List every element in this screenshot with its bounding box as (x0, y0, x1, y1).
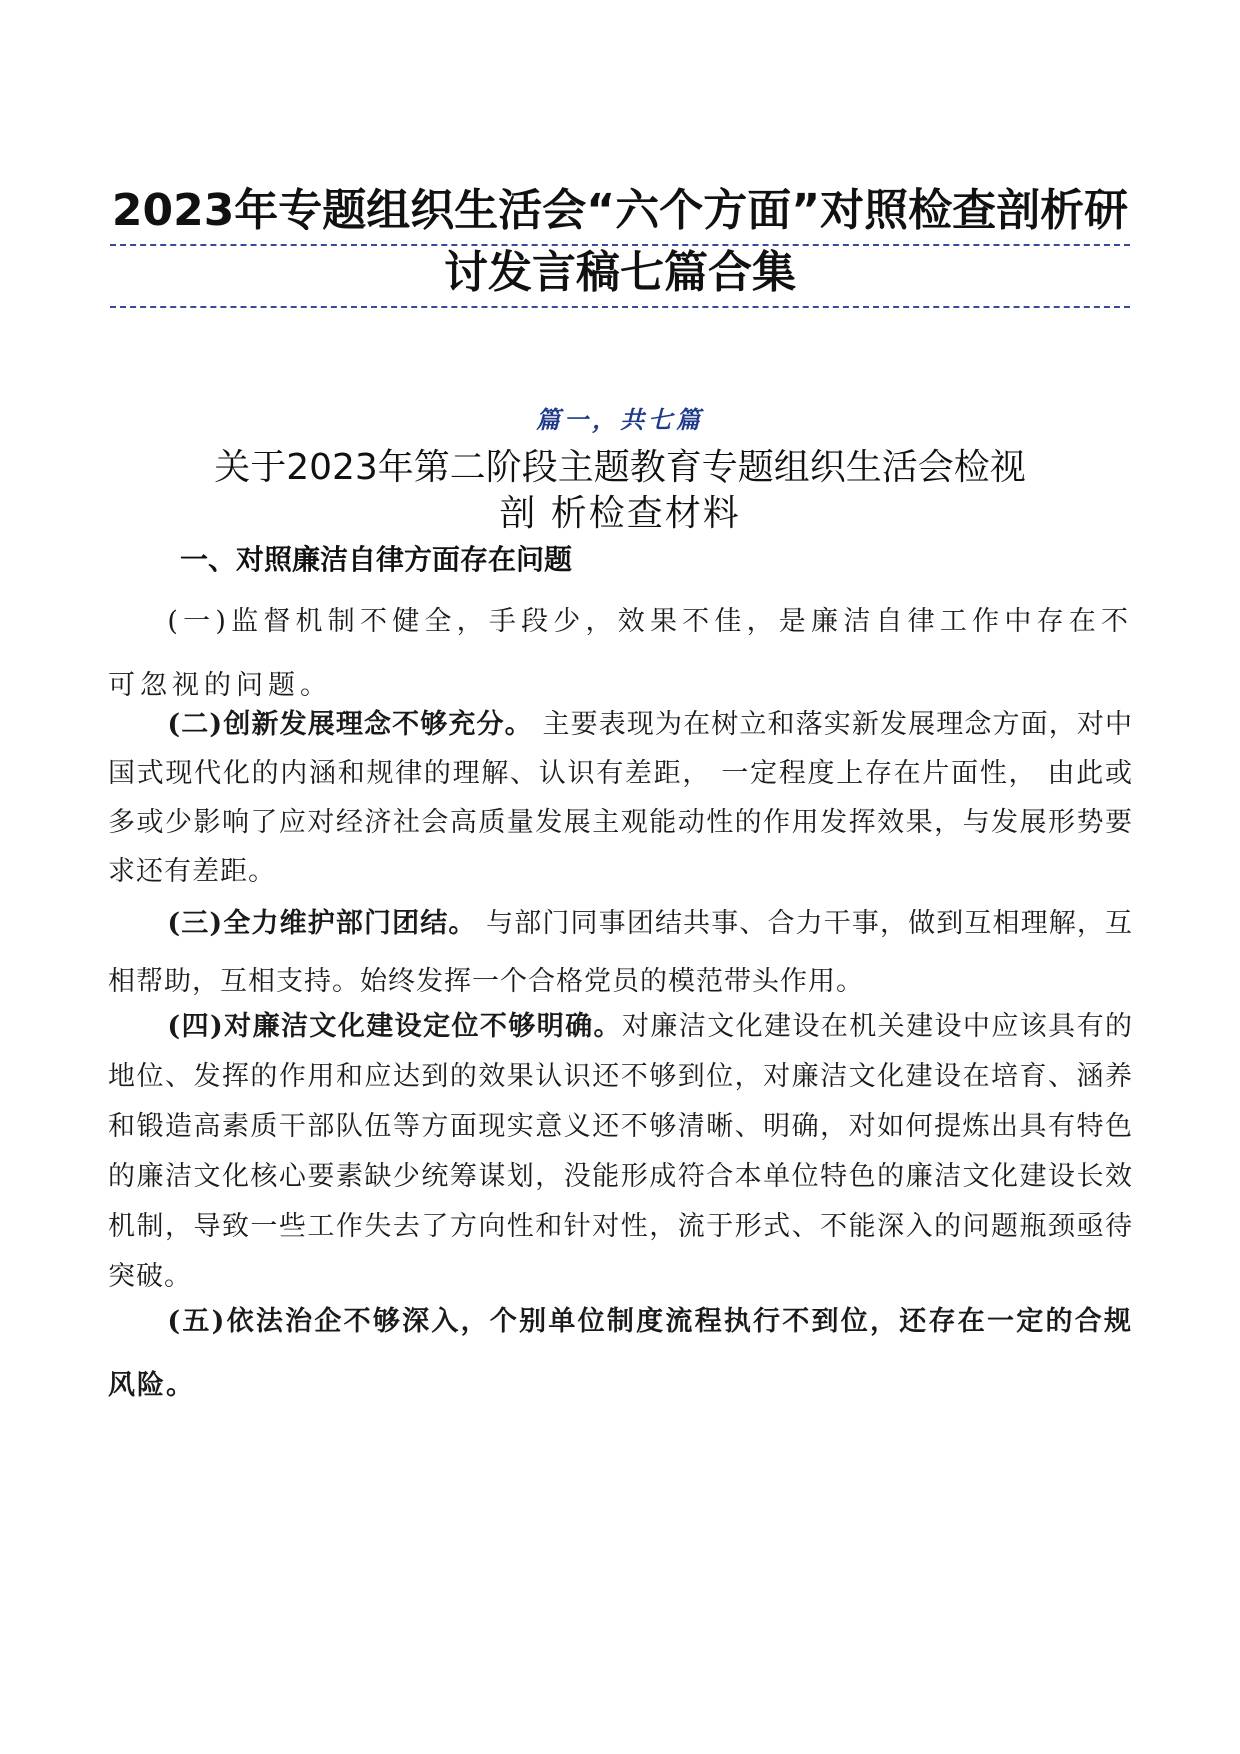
document-title (110, 180, 1130, 246)
paragraph-2 (108, 700, 1133, 896)
subtitle-line-2: 剖 析检查材料 (499, 493, 741, 534)
paragraph-2-lead: (二)创新发展理念不够充分。 (167, 709, 533, 740)
paragraph-1-body: (一)监督机制不健全，手段少，效果不佳，是廉洁自律工作中存在不可忽视的问题。 (108, 606, 1133, 701)
paragraph-4-lead: (四)对廉洁文化建设定位不够明确。 (167, 1011, 622, 1042)
document-title-line-2: 讨发言稿七篇合集 (110, 242, 1130, 308)
paragraph-3-lead: (三)全力维护部门团结。 (167, 908, 477, 939)
paragraph-1 (108, 590, 1133, 718)
paragraph-2-body: 主要表现为在树立和落实新发展理念方面，对中国式现代化的内涵和规律的理解、认识有差距， 一定程度上存在片面性， 由此或多或少影响了应对经济社会高质量发展主观能动性的作用发挥效果，与发展形势要求还有差距。 (108, 709, 1133, 887)
paragraph-3 (108, 895, 1133, 1011)
paragraph-3-body: 与部门同事团结共事、合力干事，做到互相理解，互相帮助，互相支持。始终发挥一个合格党员的模范带头作用。 (108, 908, 1133, 997)
paragraph-5 (108, 1290, 1133, 1418)
part-label: 篇一，共七篇 (536, 405, 704, 434)
document-title-line-1: 2023年专题组织生活会“六个方面”对照检查剖析研 (110, 180, 1130, 246)
subtitle-line-1: 关于2023年第二阶段主题教育专题组织生活会检视 (214, 447, 1026, 488)
section-heading: 一、对照廉洁自律方面存在问题 (180, 543, 573, 576)
paragraph-5-body: (五)依法治企不够深入，个别单位制度流程执行不到位，还存在一定的合规风险。 (108, 1306, 1133, 1401)
paragraph-4 (108, 1002, 1133, 1302)
document-title-continued (110, 242, 1130, 308)
paragraph-4-body: 对廉洁文化建设在机关建设中应该具有的地位、发挥的作用和应达到的效果认识还不够到位，对廉洁文化建设在培育、涵养和锻造高素质干部队伍等方面现实意义还不够清晰、明确，对如何提炼出具有特色的廉洁文化核心要素缺少统筹谋划，没能形成符合本单位特色的廉洁文化建设长效机制，导致一些工作失去了方向性和针对性，流于形式、不能深入的问题瓶颈亟待突破。 (108, 1011, 1133, 1292)
